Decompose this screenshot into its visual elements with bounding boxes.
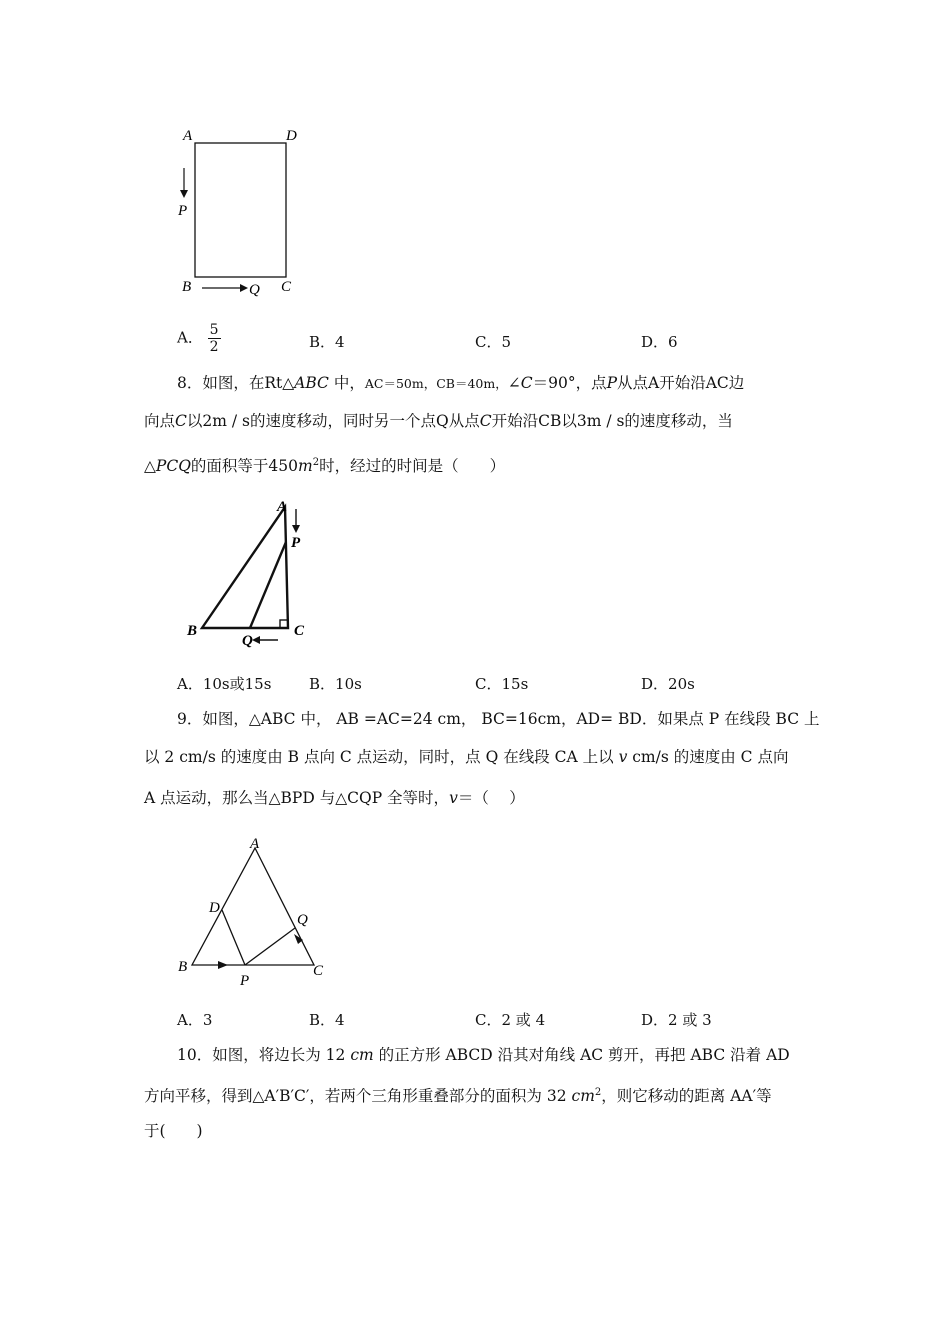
q7-option-b[interactable]: [309, 331, 345, 352]
label-c: C: [281, 279, 292, 295]
text: PCQ: [155, 457, 191, 476]
option-letter: A．: [177, 1011, 203, 1029]
q7-figure: [170, 120, 320, 305]
option-letter: D．: [641, 1011, 669, 1029]
text: 于( ): [144, 1122, 203, 1140]
label-q: Q: [249, 282, 260, 298]
text: ，则它移动的距离 AA′等: [601, 1087, 772, 1106]
option-text: 5: [501, 333, 512, 351]
option-letter: A．: [177, 328, 203, 347]
option-text: 3: [202, 1011, 213, 1029]
option-letter: A．: [177, 675, 203, 693]
q8-option-d[interactable]: [641, 673, 695, 694]
option-text: 2 或 4: [501, 1011, 546, 1029]
text: 从点A开始沿AC边: [617, 374, 745, 392]
text: 2: [594, 1087, 602, 1098]
text: 9．如图，△ABC 中， AB =AC=24 cm， BC=16cm，AD= BD．如果点 P 在线段 BC 上: [177, 710, 820, 728]
text: 的面积等于450: [190, 457, 299, 476]
q-arrowhead: [240, 284, 248, 292]
text: 的正方形 ABCD 沿其对角线 AC 剪开，再把 ABC 沿着 AD: [373, 1046, 790, 1064]
option-text: 4: [335, 333, 345, 351]
option-text: 10s或15s: [202, 675, 272, 693]
label-p: P: [178, 203, 188, 219]
option-text: 10s: [335, 675, 362, 693]
label-c: C: [294, 623, 305, 639]
q10-line-2: [144, 1083, 772, 1106]
q8-option-c[interactable]: [475, 673, 528, 694]
text: m: [298, 457, 313, 476]
text: 时，经过的时间是（ ）: [319, 457, 506, 476]
option-text: 4: [335, 1011, 345, 1029]
text: 方向平移，得到△A′B′C′，若两个三角形重叠部分的面积为 32: [144, 1087, 572, 1106]
text: 8．如图，在Rt△: [177, 374, 295, 392]
label-b: B: [178, 959, 188, 975]
q8-option-b[interactable]: [309, 673, 362, 694]
text: ∠: [507, 374, 521, 392]
option-letter: C．: [475, 333, 502, 351]
option-letter: C．: [475, 675, 502, 693]
text: 向点: [144, 412, 176, 430]
q9-option-a[interactable]: [177, 1009, 212, 1030]
label-b: B: [187, 623, 198, 639]
q10-line-3: [144, 1121, 203, 1141]
text: 开始沿CB以3m / s的速度移动，当: [491, 412, 733, 430]
text: 10．如图，将边长为 12: [177, 1046, 351, 1064]
text: △: [144, 457, 156, 476]
q9-figure: [170, 830, 340, 995]
option-letter: D．: [641, 333, 669, 351]
option-text: 2 或 3: [668, 1011, 712, 1029]
q9-line-2: [144, 747, 788, 767]
label-a: A: [183, 128, 193, 144]
q7-option-a[interactable]: [177, 322, 221, 355]
p-arrowhead: [292, 525, 300, 533]
label-a: A: [277, 499, 288, 515]
option-letter: B．: [309, 333, 336, 351]
label-q: Q: [242, 633, 253, 649]
segment-pq: [250, 542, 286, 628]
text: C: [479, 412, 492, 430]
q8-option-a[interactable]: [177, 673, 271, 694]
option-letter: D．: [641, 675, 669, 693]
text: A 点运动，那么当△BPD 与△CQP 全等时，: [144, 789, 450, 807]
option-letter: C．: [475, 1011, 502, 1029]
label-b: B: [182, 279, 192, 295]
text: 中，: [328, 374, 365, 392]
fraction-denominator: 2: [209, 339, 219, 355]
segment-dp: [222, 910, 245, 965]
label-q: Q: [297, 912, 308, 928]
q7-option-d[interactable]: [641, 331, 678, 352]
text: ＝90°，点: [532, 374, 607, 392]
text: P: [606, 374, 618, 392]
text: 以 2 cm/s 的速度由 B 点向 C 点运动，同时，点 Q 在线段 CA 上以: [144, 748, 619, 766]
fraction-numerator: 5: [209, 322, 219, 338]
q9-line-1: [177, 709, 820, 729]
label-c: C: [313, 963, 324, 979]
text: cm: [350, 1046, 374, 1064]
q7-option-c[interactable]: [475, 331, 511, 352]
q8-line-2: [144, 411, 733, 431]
text: C: [175, 412, 187, 430]
option-letter: B．: [309, 1011, 336, 1029]
label-p: P: [240, 973, 250, 989]
option-text: 20s: [668, 675, 695, 693]
option-letter: B．: [309, 675, 336, 693]
text: v: [449, 789, 458, 807]
text: cm: [571, 1087, 595, 1106]
q9-option-c[interactable]: [475, 1009, 545, 1030]
q9-line-3: [144, 788, 525, 808]
q8-line-3: [144, 453, 505, 476]
p-arrowhead: [180, 190, 188, 198]
q-arrowhead: [252, 636, 260, 644]
text: AC＝50m，CB＝40m，: [364, 376, 508, 391]
text: ＝（ ）: [457, 789, 525, 807]
q10-line-1: [177, 1045, 790, 1065]
segment-pq: [245, 928, 295, 965]
q8-line-1: [177, 373, 744, 394]
label-a: A: [250, 836, 260, 852]
text: C: [520, 374, 533, 392]
option-text: 15s: [501, 675, 529, 693]
q9-option-b[interactable]: [309, 1009, 345, 1030]
text: 以2m / s的速度移动，同时另一个点Q从点: [186, 412, 480, 430]
label-p: P: [291, 535, 301, 551]
text: cm/s 的速度由 C 点向: [627, 748, 789, 766]
option-text: 6: [668, 333, 678, 351]
text: v: [618, 748, 628, 766]
label-d: D: [286, 128, 297, 144]
q8-figure: [180, 495, 320, 655]
label-d: D: [209, 900, 220, 916]
q9-option-d[interactable]: [641, 1009, 712, 1030]
p-arrowhead: [218, 961, 228, 969]
text: 2: [312, 457, 320, 468]
fraction: [208, 322, 221, 355]
rectangle-abcd: [195, 143, 286, 277]
text: ABC: [294, 374, 329, 392]
